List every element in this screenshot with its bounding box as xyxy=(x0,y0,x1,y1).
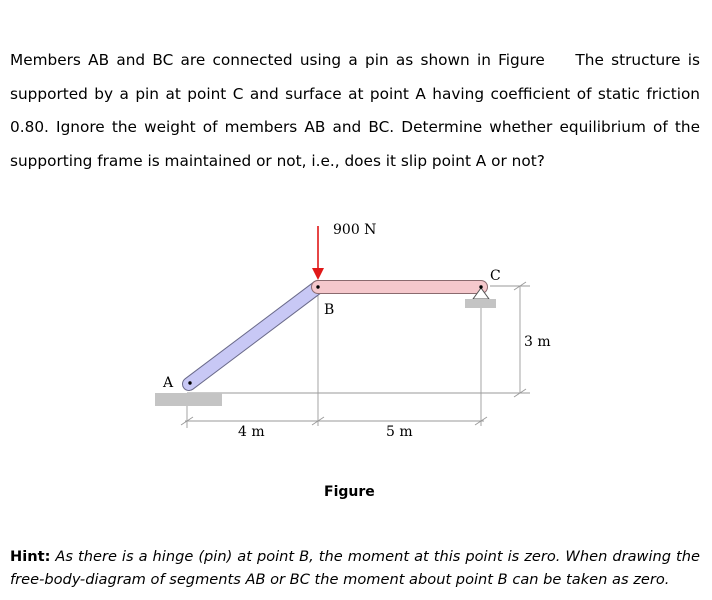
point-b-label: B xyxy=(324,302,335,318)
pin-b xyxy=(316,285,319,288)
hint-paragraph xyxy=(10,545,700,591)
support-c-base xyxy=(465,299,496,308)
pin-a xyxy=(188,381,191,384)
pin-c xyxy=(479,285,482,288)
hint-label: Hint: xyxy=(10,548,51,565)
point-c-label: C xyxy=(490,268,501,284)
point-a-label: A xyxy=(163,375,174,391)
member-ab xyxy=(189,287,318,384)
problem-statement: Members AB and BC are connected using a pin as shown in Figure The structure is supported by a pin at point C and surface at point A having coefficient of static friction 0.80. Ignore the weight of members AB and BC. Determine whether equilibrium of the supporting frame is maintained or not, i.e., does it slip point A or not? xyxy=(10,51,700,170)
dim-4m-label: 4 m xyxy=(238,424,265,440)
load-arrow-head xyxy=(312,268,324,280)
load-label: 900 N xyxy=(333,222,377,238)
hint-text: As there is a hinge (pin) at point B, the moment at this point is zero. When drawing the free-body-diagram of segments AB or BC the moment about point B can be taken as zero. xyxy=(10,548,700,588)
support-a xyxy=(155,393,222,406)
dim-5m-label: 5 m xyxy=(386,424,413,440)
dim-3m-label: 3 m xyxy=(524,334,551,350)
figure-caption: Figure xyxy=(324,484,375,500)
